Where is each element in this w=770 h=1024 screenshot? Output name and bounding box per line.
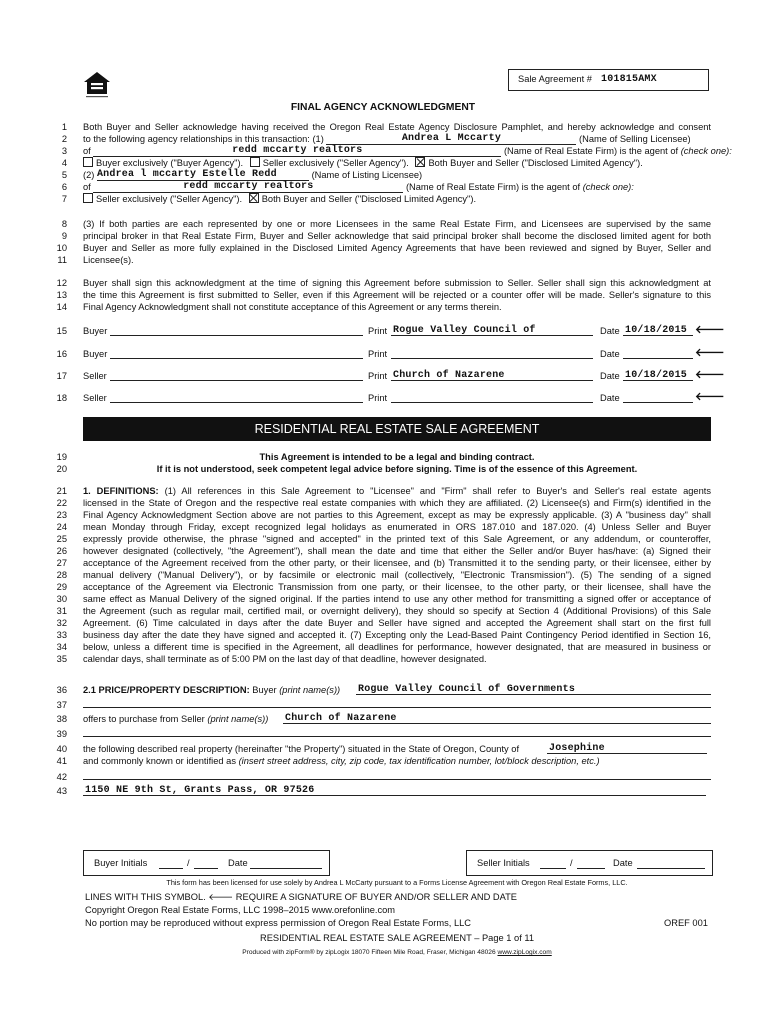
form-id: OREF 001 bbox=[664, 918, 708, 928]
binding-contract-notice: This Agreement is intended to be a legal and binding contract. bbox=[259, 452, 535, 462]
sig-row-18 bbox=[83, 391, 725, 405]
check-one-label: (check one): bbox=[680, 146, 732, 156]
fa-line-7 bbox=[83, 193, 711, 205]
ziplogix-link[interactable]: www.zipLogix.com bbox=[497, 949, 552, 956]
listing-licensee-caption: (Name of Listing Licensee) bbox=[311, 170, 423, 180]
line-number: 1 bbox=[61, 122, 67, 132]
date-label: Date bbox=[228, 858, 248, 868]
print-names-caption: (print name(s)) bbox=[207, 714, 269, 724]
line-number: 7 bbox=[61, 194, 67, 204]
fa-line-4 bbox=[83, 157, 711, 169]
line-number: 8 bbox=[61, 219, 67, 229]
buyer-1-date-field[interactable]: 10/18/2015 bbox=[625, 325, 688, 336]
of-label: of bbox=[83, 146, 91, 156]
address-line-42[interactable] bbox=[83, 769, 711, 780]
line-number: 12 bbox=[56, 278, 67, 288]
seller-2-print-field[interactable] bbox=[391, 392, 593, 403]
buyer-initials-box bbox=[83, 850, 330, 876]
seller-initials-date-field[interactable] bbox=[637, 858, 705, 869]
seller-exclusive-label: Seller exclusively ("Seller Agency"). bbox=[96, 194, 243, 204]
print-label: Print bbox=[368, 393, 388, 403]
county-field[interactable]: Josephine bbox=[549, 743, 605, 754]
buyer-1-print-field[interactable]: Rogue Valley Council of bbox=[393, 325, 536, 336]
defs-line-35: calendar days, shall terminate as of 5:00 PM on the last day of that deadline, however designated. bbox=[83, 654, 487, 664]
date-label: Date bbox=[600, 326, 620, 336]
line-number: 28 bbox=[56, 570, 67, 580]
buyer-2-signature-field[interactable] bbox=[110, 348, 363, 359]
both-agency-label: Both Buyer and Seller ("Disclosed Limited Agency"). bbox=[261, 194, 477, 204]
seller-initials-1-field[interactable] bbox=[540, 858, 566, 869]
commonly-known-label: and commonly known or identified as bbox=[83, 756, 236, 766]
line-number: 37 bbox=[56, 700, 67, 710]
final-agency-title: FINAL AGENCY ACKNOWLEDGMENT bbox=[290, 102, 476, 113]
line-number: 43 bbox=[56, 786, 67, 796]
date-label: Date bbox=[600, 393, 620, 403]
sig-row-17 bbox=[83, 369, 725, 383]
seller-1-date-field[interactable]: 10/18/2015 bbox=[625, 370, 688, 381]
produced-with-text: Produced with zipForm® by zipLogix 18070 Fifteen Mile Road, Fraser, Michigan 48026 bbox=[242, 949, 496, 956]
signature-required-arrow-icon: 🡐 bbox=[695, 391, 725, 403]
line-number: 33 bbox=[56, 630, 67, 640]
defs-line-27: acceptance of the Agreement received from the other party, or their licensee, and (b) Transmitted it to the sending party, or their licensee, either by bbox=[83, 558, 711, 568]
buyer-1-signature-field[interactable] bbox=[110, 325, 363, 336]
p3-line-11: Licensee(s). bbox=[83, 255, 134, 265]
line-number: 20 bbox=[56, 464, 67, 474]
defs-line-24: mean Monday through Friday, except recognized legal holidays as enumerated in ORS 187.010 and 187.020. (4) Unless Seller and Buyer bbox=[83, 522, 711, 532]
line-number: 19 bbox=[56, 452, 67, 462]
defs-line-31: the Agreement (such as regular mail, certified mail, or overnight delivery), they should so specify at Section 4 (Additional Provisions) of this Sale bbox=[83, 606, 711, 616]
seller-initials-label: Seller Initials bbox=[477, 858, 530, 868]
copyright-notice: Copyright Oregon Real Estate Forms, LLC 1998–2015 www.orefonline.com bbox=[85, 905, 396, 915]
line-number: 9 bbox=[61, 231, 67, 241]
slash: / bbox=[570, 858, 573, 868]
seller-initials-2-field[interactable] bbox=[577, 858, 605, 869]
selling-licensee-field[interactable]: Andrea L Mccarty bbox=[326, 133, 576, 145]
seller-2-date-field[interactable] bbox=[623, 392, 693, 403]
defs-line-29: acceptance of the Agreement via Electronic Transmission from one party, or their licensee, to the other party, or their licensee, shall have the bbox=[83, 582, 711, 592]
signature-required-arrow-icon: 🡐 bbox=[695, 324, 725, 336]
sale-agreement-number[interactable]: 101815AMX bbox=[601, 74, 657, 85]
fa-line-3 bbox=[83, 145, 732, 157]
buyer-initials-2-field[interactable] bbox=[194, 858, 218, 869]
buyer-agency-label: Buyer exclusively ("Buyer Agency"). bbox=[96, 158, 244, 168]
line-number: 15 bbox=[56, 326, 67, 336]
line-number: 11 bbox=[57, 255, 67, 265]
buyer-names-continuation-line[interactable] bbox=[83, 697, 711, 708]
buyer-initials-1-field[interactable] bbox=[159, 858, 183, 869]
property-description-label: the following described real property (hereinafter "the Property") situated in the State of Oregon, County of bbox=[83, 744, 520, 754]
buyer-label: Buyer bbox=[83, 326, 108, 336]
line-number: 35 bbox=[56, 654, 67, 664]
equal-housing-logo bbox=[82, 70, 112, 100]
seller-names-continuation-line[interactable] bbox=[83, 726, 711, 737]
sig-row-15 bbox=[83, 324, 725, 338]
fa-line-6 bbox=[83, 181, 711, 193]
price-line-41 bbox=[83, 755, 711, 767]
listing-firm-caption: (Name of Real Estate Firm) is the agent of bbox=[405, 182, 581, 192]
selling-firm-caption: (Name of Real Estate Firm) is the agent of bbox=[503, 146, 679, 156]
equal-housing-icon bbox=[82, 70, 112, 100]
line-number: 41 bbox=[56, 756, 67, 766]
seller-exclusive-checkbox[interactable] bbox=[83, 193, 93, 203]
buyer-2-print-field[interactable] bbox=[391, 348, 593, 359]
seller-label: Seller bbox=[83, 393, 107, 403]
defs-line-22: licensed in the State of Oregon and the respective real estate companies with which they are affiliated. (2) Licensee(s) and Firm(s) identified in the bbox=[83, 498, 711, 508]
line-number: 25 bbox=[56, 534, 67, 544]
line-number: 24 bbox=[56, 522, 67, 532]
print-label: Print bbox=[368, 326, 388, 336]
fa-line-2-text: to the following agency relationships in this transaction: (1) bbox=[83, 134, 324, 144]
defs-line-30: same effect as Manual Delivery of the signed original. If the parties intend to use any other method for transmitting a signed offer or acceptance of bbox=[83, 594, 711, 604]
defs-line-32: Agreement. (6) Time calculated in days after the date Buyer and Seller have signed and accepted the Agreement shall start on the first full bbox=[83, 618, 711, 628]
p4-line-12: Buyer shall sign this acknowledgment at the time of signing this Agreement before submission to Seller. Seller shall sign this acknowledgment at bbox=[83, 278, 711, 288]
buyer-initials-date-field[interactable] bbox=[250, 858, 322, 869]
p4-line-13: the time this Agreement is first submitted to Seller, even if this Agreement will be rejected or a counter offer will be made. Seller's signature to this bbox=[83, 290, 711, 300]
defs-line-34: below, unless a different time is specified in the Agreement, all deadlines for performance, however designated, that are measured in business or bbox=[83, 642, 711, 652]
line-number: 31 bbox=[56, 606, 67, 616]
date-label: Date bbox=[613, 858, 633, 868]
buyer-2-date-field[interactable] bbox=[623, 348, 693, 359]
defs-line-21-text: (1) All references in this Sale Agreement to "Licensee" and "Firm" shall refer to Buyer's and Seller's real estate agents bbox=[164, 486, 711, 496]
seller-1-signature-field[interactable] bbox=[110, 370, 363, 381]
line-number: 16 bbox=[56, 349, 67, 359]
defs-line-23: Final Agency Acknowledgment Section above are not parties to this Agreement, except as may be expressly applicable. (3) A "business day" shall bbox=[83, 510, 711, 520]
line-number: 42 bbox=[56, 772, 67, 782]
rsa-banner: RESIDENTIAL REAL ESTATE SALE AGREEMENT bbox=[83, 417, 711, 441]
reproduction-notice: No portion may be reproduced without express permission of Oregon Real Estate Forms, LLC bbox=[85, 918, 472, 928]
both-agency-checkbox-checked[interactable] bbox=[249, 193, 259, 203]
line-number: 27 bbox=[56, 558, 67, 568]
property-address-field[interactable]: 1150 NE 9th St, Grants Pass, OR 97526 bbox=[85, 785, 315, 796]
selling-licensee-caption: (Name of Selling Licensee) bbox=[579, 134, 691, 144]
buyer-initials-label: Buyer Initials bbox=[94, 858, 148, 868]
line-number: 26 bbox=[56, 546, 67, 556]
line-number: 2 bbox=[61, 134, 67, 144]
price-heading: 2.1 PRICE/PROPERTY DESCRIPTION: bbox=[83, 685, 250, 695]
sale-agreement-box bbox=[508, 69, 709, 91]
defs-line-25: expressly provide otherwise, the phrase "signed and accepted" in the printed text of this Sale Agreement, or any addendum, or counteroffer, bbox=[83, 534, 711, 544]
seller-1-print-field[interactable]: Church of Nazarene bbox=[393, 370, 505, 381]
buyer-label: Buyer bbox=[252, 685, 277, 695]
lines-symbol-notice: LINES WITH THIS SYMBOL. 🡐 REQUIRE A SIGNATURE OF BUYER AND/OR SELLER AND DATE bbox=[85, 892, 518, 902]
disclosed-limited-agency-checkbox-checked[interactable] bbox=[415, 157, 425, 167]
line-number: 10 bbox=[56, 243, 67, 253]
produced-with bbox=[83, 949, 711, 956]
line-number: 18 bbox=[56, 393, 67, 403]
line-number: 5 bbox=[61, 170, 67, 180]
of-label: of bbox=[83, 182, 91, 192]
offers-to-purchase-label: offers to purchase from Seller bbox=[83, 714, 205, 724]
fa-line-5 bbox=[83, 169, 711, 181]
defs-line-26: however designated (collectively, "the Agreement"), shall mean the date and time that either the Seller and/or Buyer has/have: (a) Signed their bbox=[83, 546, 711, 556]
line-number: 4 bbox=[61, 158, 67, 168]
line-number: 21 bbox=[56, 486, 67, 496]
p4-line-14: Final Agency Acknowledgment shall not constitute acceptance of this Agreement or any terms therein. bbox=[83, 302, 502, 312]
line-number: 14 bbox=[56, 302, 67, 312]
line-number: 32 bbox=[56, 618, 67, 628]
line-number: 6 bbox=[61, 182, 67, 192]
print-names-caption: (print name(s)) bbox=[279, 685, 341, 695]
signature-required-arrow-icon: 🡐 bbox=[695, 347, 725, 359]
line-number: 29 bbox=[56, 582, 67, 592]
buyer-label: Buyer bbox=[83, 349, 108, 359]
seller-2-signature-field[interactable] bbox=[110, 392, 363, 403]
listing-licensee-field[interactable]: Andrea l mccarty Estelle Redd bbox=[97, 169, 309, 181]
page-footer: RESIDENTIAL REAL ESTATE SALE AGREEMENT – Page 1 of 11 bbox=[259, 933, 535, 943]
line-number: 34 bbox=[56, 642, 67, 652]
defs-line-28: manual delivery ("Manual Delivery"), or by facsimile or electronic mail (collectively, "Electronic Transmission"). (5) The sending of a signed bbox=[83, 570, 711, 580]
line-number: 36 bbox=[56, 685, 67, 695]
line-number: 22 bbox=[56, 498, 67, 508]
disclosed-limited-agency-label: Both Buyer and Seller ("Disclosed Limited Agency"). bbox=[428, 158, 643, 168]
line-number: 30 bbox=[56, 594, 67, 604]
check-one-label: (check one): bbox=[582, 182, 634, 192]
signature-required-arrow-icon: 🡐 bbox=[695, 369, 725, 381]
sig-row-16 bbox=[83, 347, 725, 361]
legal-advice-notice: If it is not understood, seek competent legal advice before signing. Time is of the essence of this Agreement. bbox=[156, 464, 638, 474]
line-number: 40 bbox=[56, 744, 67, 754]
print-label: Print bbox=[368, 371, 388, 381]
line-number: 39 bbox=[56, 729, 67, 739]
line-number: 23 bbox=[56, 510, 67, 520]
line-number: 3 bbox=[61, 146, 67, 156]
seller-agency-label: Seller exclusively ("Seller Agency"). bbox=[262, 158, 409, 168]
line-number: 38 bbox=[56, 714, 67, 724]
defs-line-33: business day after the date they have signed and accepted it. (7) Excepting only the Lead-Based Paint Contingency Period identified in Section 16, bbox=[83, 630, 711, 640]
buyer-agency-checkbox[interactable] bbox=[83, 157, 93, 167]
fa-line-2 bbox=[83, 133, 711, 145]
defs-line-21 bbox=[83, 485, 711, 497]
listing-firm-field[interactable]: redd mccarty realtors bbox=[93, 181, 403, 193]
selling-firm-field[interactable]: redd mccarty realtors bbox=[93, 145, 501, 157]
seller-agency-checkbox[interactable] bbox=[250, 157, 260, 167]
print-label: Print bbox=[368, 349, 388, 359]
seller-names-field[interactable]: Church of Nazarene bbox=[285, 713, 397, 724]
license-notice: This form has been licensed for use solely by Andrea L McCarty pursuant to a Forms License Agreement with Oregon Real Estate Forms, LLC. bbox=[166, 878, 628, 887]
buyer-names-field[interactable]: Rogue Valley Council of Governments bbox=[358, 684, 576, 695]
definitions-heading: 1. DEFINITIONS: bbox=[83, 486, 159, 496]
slash: / bbox=[187, 858, 190, 868]
line-number: 13 bbox=[56, 290, 67, 300]
fa-line-1: Both Buyer and Seller acknowledge having received the Oregon Real Estate Agency Disclosure Pamphlet, and hereby acknowledge and consent bbox=[83, 122, 711, 132]
item-2-label: (2) bbox=[83, 170, 95, 180]
date-label: Date bbox=[600, 371, 620, 381]
p3-line-9: principal broker in that Real Estate Firm, Buyer and Seller acknowledge that said principal broker shall become the disclosed limited agent for both bbox=[83, 231, 711, 241]
address-caption: (insert street address, city, zip code, tax identification number, lot/block description, etc.) bbox=[238, 756, 600, 766]
p3-line-10: Buyer and Seller as more fully explained in the Disclosed Limited Agency Agreements that have been reviewed and signed by Buyer, Seller and bbox=[83, 243, 711, 253]
date-label: Date bbox=[600, 349, 620, 359]
p3-line-8: (3) If both parties are each represented by one or more Licensees in the same Real Estate Firm, and Licensees are supervised by the same bbox=[83, 219, 711, 229]
line-number: 17 bbox=[56, 371, 67, 381]
sale-agreement-label: Sale Agreement # bbox=[518, 74, 592, 84]
seller-initials-box bbox=[466, 850, 713, 876]
seller-label: Seller bbox=[83, 371, 107, 381]
